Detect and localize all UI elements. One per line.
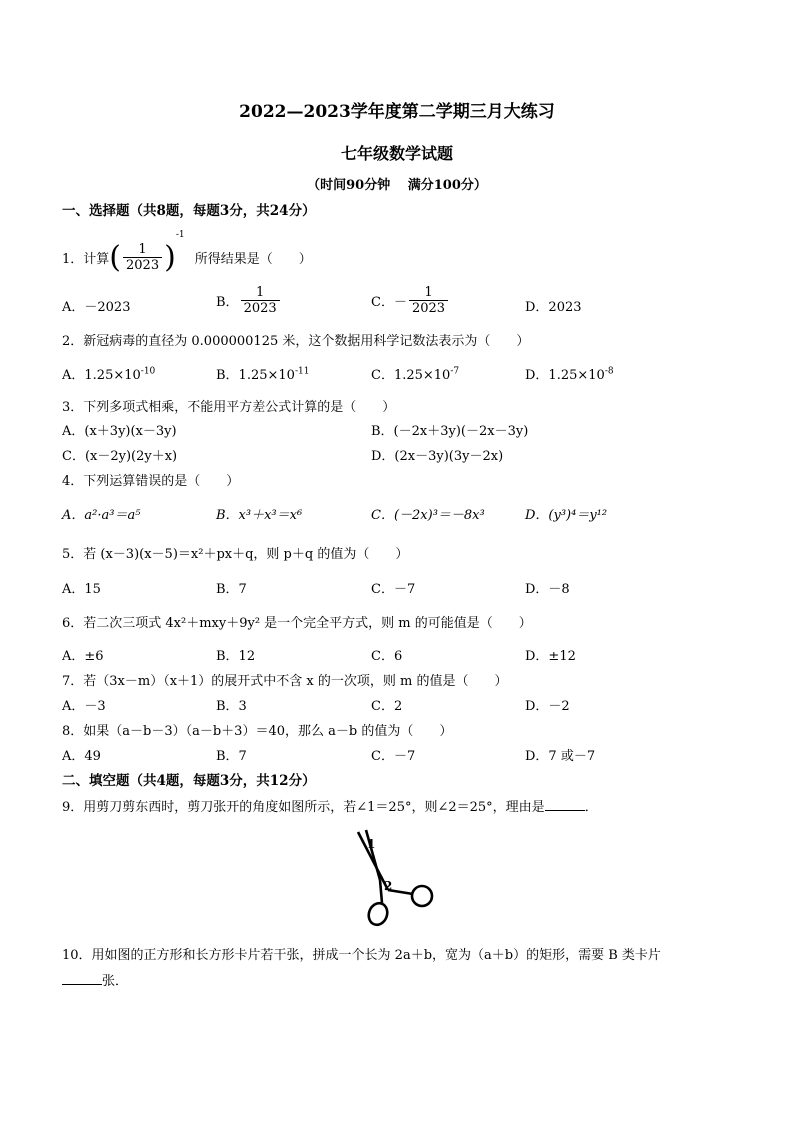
q1-option-b: B． $\frac{1}{2023}$ [216,285,282,316]
q3-option-b: B．(－2x＋3y)(－2x－3y) [371,424,529,439]
scissors-shank-left [380,880,382,903]
section-heading-choice: 一、选择题（共8题，每题3分，共24分） [62,203,316,219]
scissors-handle-right [412,886,432,906]
question-3: 3．下列多项式相乘，不能用平方差公式计算的是（ ） [62,400,396,415]
q6-option-d: D．±12 [525,649,576,664]
question-5: 5．若 (x－3)(x－5)＝x²＋px＋q，则 p＋q 的值为（ ） [62,547,409,562]
q4-option-a: A．a²·a³＝a⁵ [62,508,141,523]
question-10-end: 张． [62,970,128,989]
q8-option-a: A．49 [62,749,101,764]
q1-option-a: A．－2023 [62,300,131,315]
question-4: 4．下列运算错误的是（ ） [62,474,240,489]
question-7: 7．若（3x－m）（x＋1）的展开式中不含 x 的一次项，则 m 的值是（ ） [62,674,508,689]
question-6: 6．若二次三项式 4x²＋mxy＋9y² 是一个完全平方式，则 m 的可能值是（ ） [62,616,532,631]
page-subtitle: 七年级数学试题 [340,144,453,163]
q4-option-c: C．(－2x)³＝－8x³ [371,508,485,523]
question-1: 1．计算( $\frac{1}{2023}$ )$^{-1}$ 所得结果是（ ） [62,230,312,275]
q5-option-a: A．15 [62,582,101,597]
scissors-figure [340,826,440,930]
angle-label-1: 1 [367,837,376,851]
q4-option-b: B．x³＋x³＝x⁶ [216,508,303,523]
q5-option-d: D．－8 [525,582,570,597]
q2-option-b: B．$1.25\times 10^{-11}$ [216,366,310,383]
q7-option-c: C．2 [371,699,403,714]
question-2: 2．新冠病毒的直径为 0.000000125 米，这个数据用科学记数法表示为（ ） [62,334,530,349]
q6-option-c: C．6 [371,649,403,664]
question-8: 8．如果（a－b－3）（a－b＋3）＝40，那么 a－b 的值为（ ） [62,724,453,739]
q3-option-a: A．(x＋3y)(x－3y) [62,424,177,439]
section-heading-fill: 二、填空题（共4题，每题3分，共12分） [62,773,316,789]
question-10: 10．用如图的正方形和长方形卡片若干张，拼成一个长为 2a＋b，宽为（a＋b）的矩形，需要 B 类卡片 [62,948,661,963]
q8-option-c: C．－7 [371,749,416,764]
q7-option-b: B．3 [216,699,247,714]
q8-option-d: D．7 或－7 [525,749,596,764]
q3-option-c: C．(x－2y)(2y＋x) [62,449,178,464]
q1-option-c: C．－ $\frac{1}{2023}$ [371,285,450,316]
q7-option-d: D．－2 [525,699,570,714]
q2-option-a: A．$1.25\times 10^{-10}$ [62,366,156,383]
exam-info: （时间90分钟 满分100分） [307,178,487,193]
q5-option-b: B．7 [216,582,247,597]
q3-option-d: D．(2x－3y)(3y－2x) [371,449,504,464]
question-9: 9．用剪刀剪东西时，剪刀张开的角度如图所示，若∠1＝25°，则∠2＝25°，理由是 ． [62,800,598,815]
q1-option-d: D．2023 [525,300,582,315]
page-title: 2022—2023学年度第二学期三月大练习 [239,102,555,122]
q1-suffix: 所得结果是（ ） [194,252,312,267]
q6-option-a: A．±6 [62,649,104,664]
angle-label-2: 2 [384,879,393,893]
q2-option-d: D．$1.25\times 10^{-8}$ [525,366,614,383]
q7-option-a: A．－3 [62,699,106,714]
q1-prefix: 1．计算 [62,252,110,267]
q5-option-c: C．－7 [371,582,416,597]
answer-blank [545,799,585,811]
q6-option-b: B．12 [216,649,256,664]
q1-fraction: $\frac{1}{2023}$ [123,242,162,273]
q2-option-c: C．$1.25\times 10^{-7}$ [371,366,460,383]
q8-option-b: B．7 [216,749,247,764]
scissors-handle-left [366,901,390,928]
q4-option-d: D．(y³)⁴＝y¹² [525,508,608,523]
answer-blank [62,973,102,985]
